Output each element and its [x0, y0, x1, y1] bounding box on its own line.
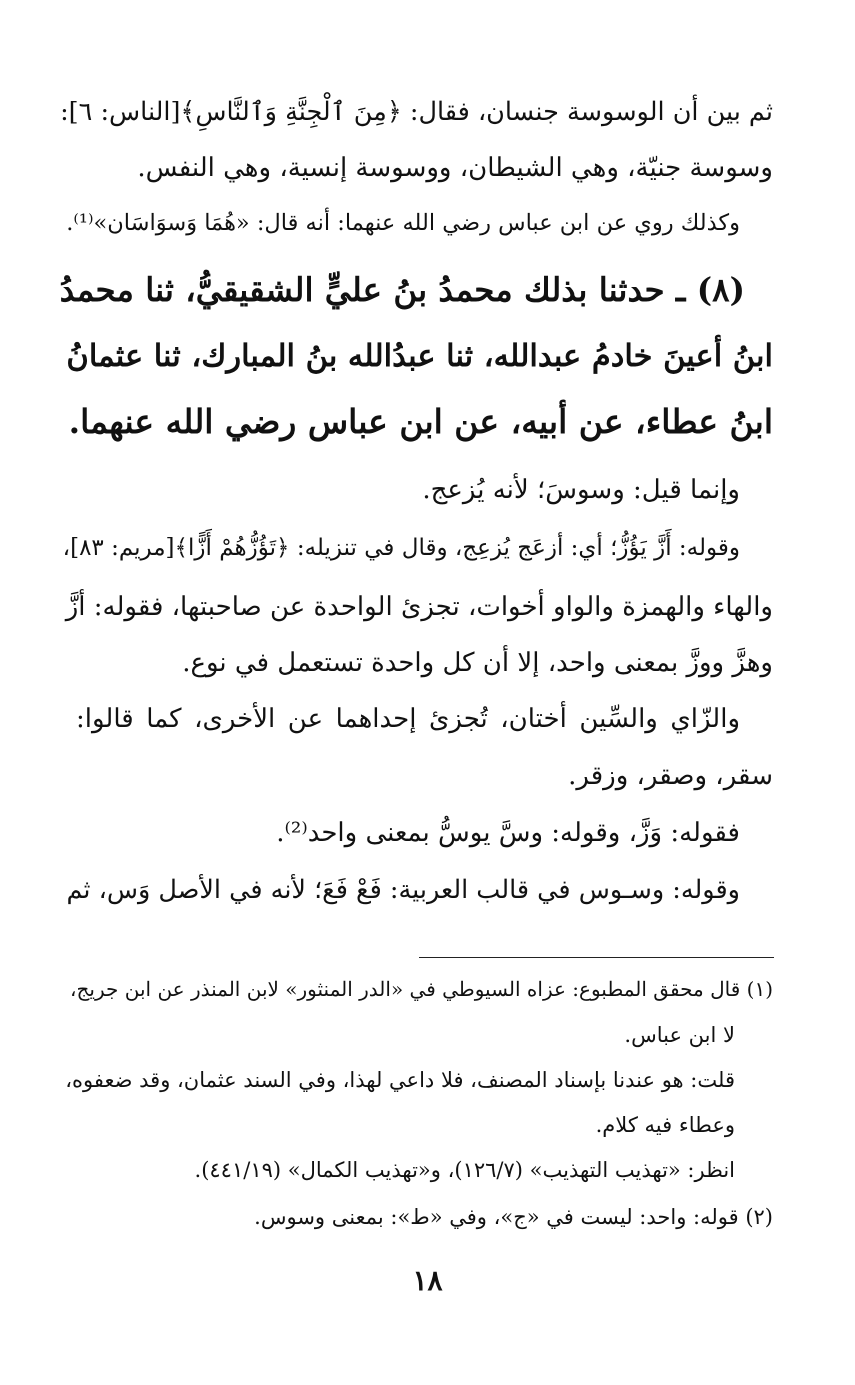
footnote-line: (١) قال محقق المطبوع: عزاه السيوطي في «الدر المنثور» لابن المنذر عن ابن جريج، [70, 977, 773, 1001]
page-number: ١٨ [412, 1264, 443, 1297]
text-line: وسوسة جنيّة، وهي الشيطان، ووسوسة إنسية، وهي النفس. [137, 153, 773, 183]
text-line: وكذلك روي عن ابن عباس رضي الله عنهما: أنه قال: «هُمَا وَسوَاسَان»⁽¹⁾. [66, 210, 740, 236]
footnote-line: قلت: هو عندنا بإسناد المصنف، فلا داعي لهذا، وفي السند عثمان، وقد ضعفوه، [65, 1068, 735, 1092]
hadith-heading-line: (٨) ـ حدثنا بذلك محمدُ بنُ عليٍّ الشقيقيُّ، ثنا محمدُ [59, 270, 745, 309]
text-line: ثم بين أن الوسوسة جنسان، فقال: ﴿مِنَ ٱلْجِنَّةِ وَٱلنَّاسِ﴾[الناس: ٦]: [60, 97, 773, 127]
text-line: وهزَّ ووزَّ بمعنى واحد، إلا أن كل واحدة تستعمل في نوع. [182, 648, 773, 678]
footnote-line: انظر: «تهذيب التهذيب» (١٢٦/٧)، و«تهذيب الكمال» (٤٤١/١٩). [194, 1158, 735, 1182]
text-line: والزّاي والسِّين أختان، تُجزئ إحداهما عن الأخرى، كما قالوا: [76, 704, 740, 734]
text-line: وقوله: أَزَّ يَؤُزُّ؛ أي: أزعَج يُزعِج، وقال في تنزيله: ﴿تَؤُزُّهُمْ أَزًّا﴾[مريم: ٨٣]، [62, 535, 740, 561]
hadith-heading-line: ابنُ عطاء، عن أبيه، عن ابن عباس رضي الله عنهما. [68, 402, 773, 441]
text-line: سقر، وصقر، وزقر. [568, 761, 773, 791]
footnote-separator [419, 957, 774, 958]
footnote-line: (٢) قوله: واحد: ليست في «ج»، وفي «ط»: بمعنى وسوس. [254, 1205, 773, 1229]
text-line: وقوله: وسـوس في قالب العربية: فَعْ فَعَ؛ لأنه في الأصل وَس، ثم [66, 875, 740, 905]
hadith-heading-line: ابنُ أعينَ خادمُ عبدالله، ثنا عبدُالله بنُ المبارك، ثنا عثمانُ [66, 338, 773, 374]
footnote-line: وعطاء فيه كلام. [595, 1113, 735, 1137]
text-line: وإنما قيل: وسوسَ؛ لأنه يُزعج. [422, 475, 740, 505]
text-line: فقوله: وَزَّ، وقوله: وسَّ يوسُّ بمعنى واحد⁽²⁾. [276, 818, 740, 848]
footnote-line: لا ابن عباس. [624, 1023, 735, 1047]
text-line: والهاء والهمزة والواو أخوات، تجزئ الواحدة عن صاحبتها، فقوله: أزَّ [65, 592, 773, 622]
